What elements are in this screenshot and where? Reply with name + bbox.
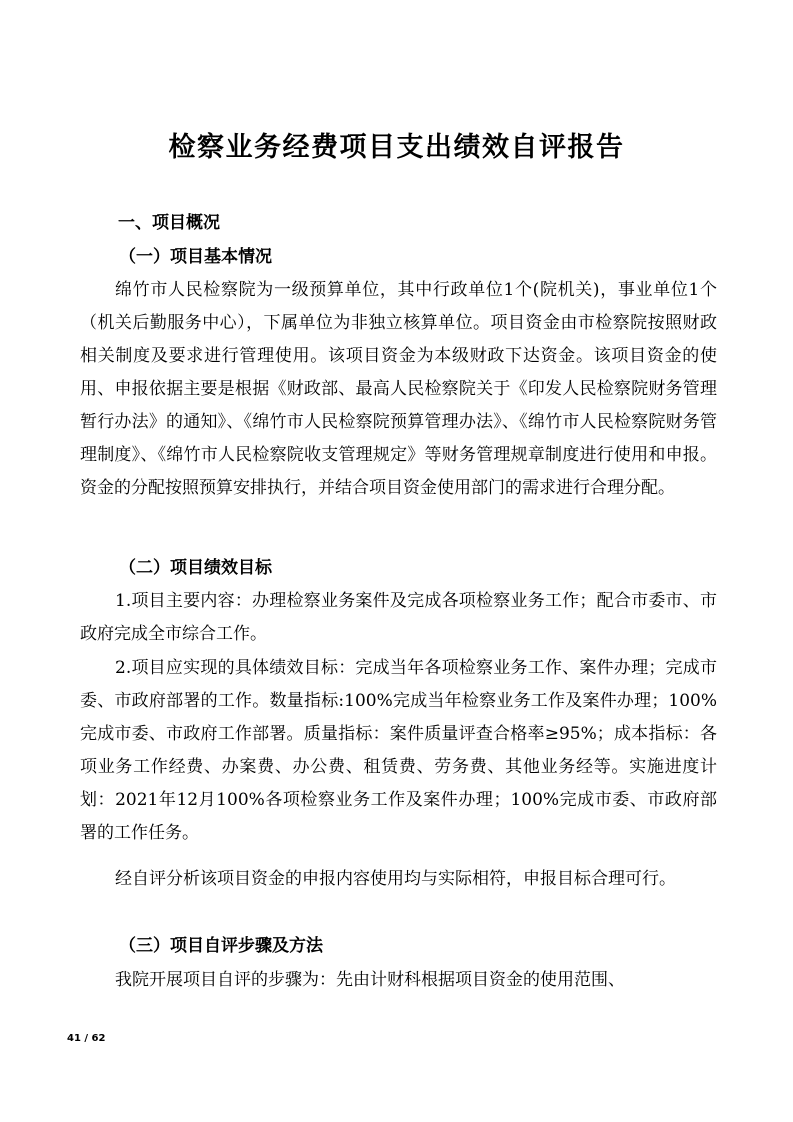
section-heading-overview: 一、项目概况 [118, 213, 220, 233]
document-title: 检察业务经费项目支出绩效自评报告 [168, 132, 625, 163]
paragraph-evaluation-steps: 我院开展项目自评的步骤为：先由计财科根据项目资金的使用范围、 [115, 970, 625, 990]
paragraph-main-content: 1.项目主要内容：办理检察业务案件及完成各项检察业务工作；配合市委市、市政府完成全市综合工作。 [80, 591, 717, 644]
subsection-heading-basic-info: （一）项目基本情况 [119, 247, 272, 267]
subsection-heading-evaluation-steps: （三）项目自评步骤及方法 [119, 936, 323, 956]
page-number: 41 / 62 [67, 1033, 106, 1044]
subsection-heading-performance-goals: （二）项目绩效目标 [119, 558, 272, 578]
paragraph-specific-goals: 2.项目应实现的具体绩效目标：完成当年各项检察业务工作、案件办理；完成市委、市政府部署的工作。数量指标:100%完成当年检察业务工作及案件办理；100%完成市委、市政府工作部署。质量指标：案件质量评查合格率≥95%；成本指标：各项业务工作经费、办案费、办公费、租赁费、劳务费、其他业务经等。实施进度计划：2021年12月100%各项检察业务工作及案件办理；100%完成市委、市政府部署的工作任务。 [80, 658, 717, 843]
paragraph-self-evaluation-conclusion: 经自评分析该项目资金的申报内容使用均与实际相符，申报目标合理可行。 [115, 869, 676, 889]
paragraph-basic-info: 绵竹市人民检察院为一级预算单位，其中行政单位1个(院机关)，事业单位1个（机关后勤服务中心），下属单位为非独立核算单位。项目资金由市检察院按照财政相关制度及要求进行管理使用。该项目资金为本级财政下达资金。该项目资金的使用、申报依据主要是根据《财政部、最高人民检察院关于《印发人民检察院财务管理暂行办法》的通知》、《绵竹市人民检察院预算管理办法》、《绵竹市人民检察院财务管理制度》、《绵竹市人民检察院收支管理规定》等财务管理规章制度进行使用和申报。资金的分配按照预算安排执行，并结合项目资金使用部门的需求进行合理分配。 [80, 280, 717, 498]
